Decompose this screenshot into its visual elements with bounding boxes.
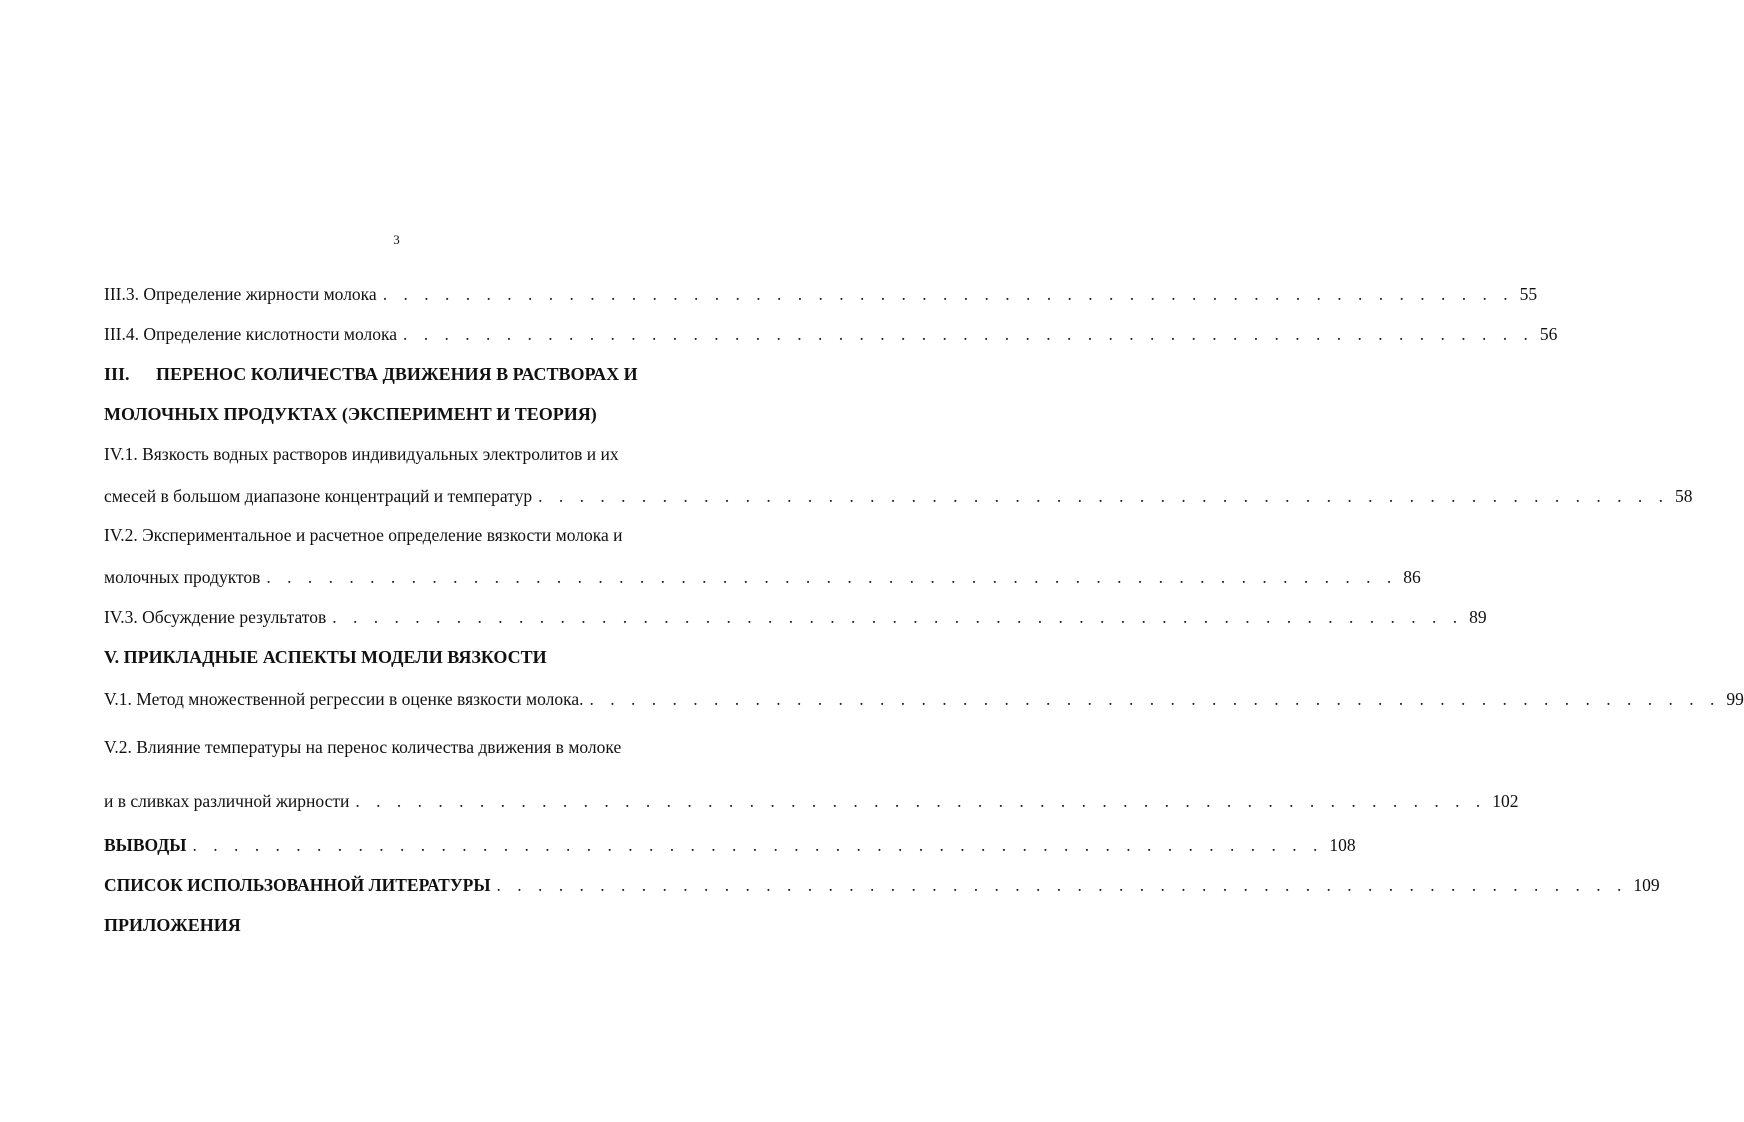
toc-chapter-heading	[104, 364, 638, 385]
toc-entry-title: III.3. Определение жирности молока	[104, 284, 377, 304]
toc-entry-page: 109	[1633, 875, 1660, 895]
toc-leader: . . . . . . . . . . . . . . . . . . . . . . . . . . . . . . . . . . . . . . . . . . . . . . . . . . . . . . .	[589, 689, 1721, 709]
toc-entry-title: IV.3. Обсуждение результатов	[104, 607, 327, 627]
toc-entry-page: 108	[1329, 835, 1356, 855]
toc-entry-title: IV.1. Вязкость водных растворов индивидуальных электролитов и их	[104, 444, 619, 464]
toc-chapter-heading-cont: МОЛОЧНЫХ ПРОДУКТАХ (ЭКСПЕРИМЕНТ И ТЕОРИЯ)	[104, 404, 597, 424]
toc-entry	[104, 790, 1519, 812]
toc-entry	[104, 485, 1693, 507]
chapter-number: III.	[104, 364, 130, 384]
toc-entry-title: и в сливках различной жирности	[104, 791, 350, 811]
toc-chapter-heading: V. ПРИКЛАДНЫЕ АСПЕКТЫ МОДЕЛИ ВЯЗКОСТИ	[104, 647, 547, 667]
toc-leader: . . . . . . . . . . . . . . . . . . . . . . . . . . . . . . . . . . . . . . . . . . . . . . . . . . . . . . .	[496, 875, 1628, 895]
toc-entry	[104, 688, 1744, 710]
toc-leader: . . . . . . . . . . . . . . . . . . . . . . . . . . . . . . . . . . . . . . . . . . . . . . . . . . . . . . .	[266, 567, 1398, 587]
page-number: 3	[393, 232, 400, 247]
toc-leader: . . . . . . . . . . . . . . . . . . . . . . . . . . . . . . . . . . . . . . . . . . . . . . . . . . . . . . .	[192, 835, 1324, 855]
toc-entry-title: III.4. Определение кислотности молока	[104, 324, 398, 344]
toc-entry-title: V.1. Метод множественной регрессии в оценке вязкости молока.	[104, 689, 584, 709]
toc-chapter-heading: ПРИЛОЖЕНИЯ	[104, 915, 241, 935]
toc-entry-title: смесей в большом диапазоне концентраций и температур	[104, 486, 533, 506]
toc-entry-page: 56	[1539, 324, 1558, 344]
toc-entry	[104, 323, 1558, 345]
toc-entry-title: ВЫВОДЫ	[104, 835, 187, 855]
toc-leader: . . . . . . . . . . . . . . . . . . . . . . . . . . . . . . . . . . . . . . . . . . . . . . . . . . . . . . .	[332, 607, 1464, 627]
toc-entry-title: молочных продуктов	[104, 567, 261, 587]
toc-leader: . . . . . . . . . . . . . . . . . . . . . . . . . . . . . . . . . . . . . . . . . . . . . . . . . . . . . . .	[355, 791, 1487, 811]
toc-entry-page: 58	[1674, 486, 1693, 506]
toc-leader: . . . . . . . . . . . . . . . . . . . . . . . . . . . . . . . . . . . . . . . . . . . . . . . . . . . . . . .	[538, 486, 1669, 506]
toc-entry	[104, 566, 1421, 588]
toc-entry	[104, 874, 1660, 896]
toc-leader: . . . . . . . . . . . . . . . . . . . . . . . . . . . . . . . . . . . . . . . . . . . . . . . . . . . . . . .	[403, 324, 1534, 344]
toc-entry-title: IV.2. Экспериментальное и расчетное определение вязкости молока и	[104, 525, 623, 545]
chapter-title: ПЕРЕНОС КОЛИЧЕСТВА ДВИЖЕНИЯ В РАСТВОРАХ И	[156, 364, 638, 384]
toc-leader: . . . . . . . . . . . . . . . . . . . . . . . . . . . . . . . . . . . . . . . . . . . . . . . . . . . . . . .	[382, 284, 1514, 304]
toc-entry	[104, 834, 1356, 856]
toc-entry-page: 55	[1519, 284, 1538, 304]
toc-entry-page: 89	[1469, 607, 1487, 627]
toc-entry-page: 99	[1726, 689, 1744, 709]
toc-entry	[104, 283, 1538, 305]
toc-entry-page: 102	[1492, 791, 1519, 811]
toc-entry-title: СПИСОК ИСПОЛЬЗОВАННОЙ ЛИТЕРАТУРЫ	[104, 875, 491, 895]
toc-entry-title: V.2. Влияние температуры на перенос количества движения в молоке	[104, 737, 622, 757]
toc-entry-page: 86	[1403, 567, 1421, 587]
toc-entry	[104, 606, 1487, 628]
